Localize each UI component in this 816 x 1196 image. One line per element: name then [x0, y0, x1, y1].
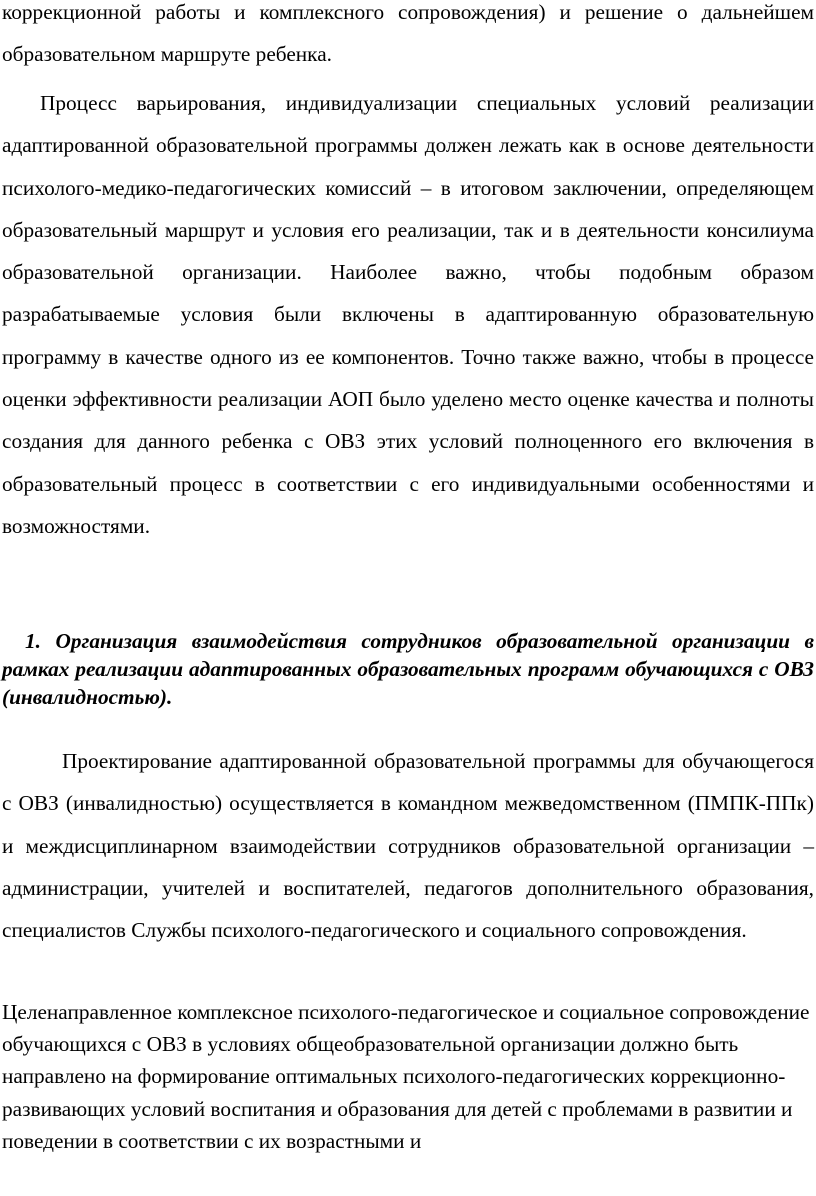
paragraph-continuation: коррекционной работы и комплексного сопровождения) и решение о дальнейшем образовательном маршруте ребенка. [2, 0, 814, 67]
paragraph-variation-process: Процесс варьирования, индивидуализации специальных условий реализации адаптированной образовательной программы должен лежать как в основе деятельности психолого-медико-педагогических комиссий – в итоговом заключении, определяющем образовательный маршрут и условия его реализации, так и в деятельности консилиума образовательной организации. Наиболее важно, чтобы подобным образом разрабатываемые условия были включены в адаптированную образовательную программу в качестве одного из ее компонентов. Точно также важно, чтобы в процессе оценки эффективности реализации АОП было уделено место оценке качества и полноты создания для данного ребенка с ОВЗ этих условий полноценного его включения в образовательный процесс в соответствии с его индивидуальными особенностями и возможностями. [2, 91, 814, 538]
section-heading: 1. Организация взаимодействия сотрудников образовательной организации в рамках реализации адаптированных образовательных программ обучающихся с ОВЗ (инвалидностью). [2, 629, 814, 709]
paragraph-design-aop: Проектирование адаптированной образовательной программы для обучающегося с ОВЗ (инвалидностью) осуществляется в командном межведомственном (ПМПК-ППк) и междисциплинарном взаимодействии сотрудников образовательной организации – администрации, учителей и воспитателей, педагогов дополнительного образования, специалистов Службы психолого-педагогического и социального сопровождения. [2, 749, 814, 943]
paragraph-support: Целенаправленное комплексное психолого-педагогическое и социальное сопровождение обучающихся с ОВЗ в условиях общеобразовательной организации должно быть направлено на формирование оптимальных психолого-педагогических коррекционно-развивающих условий воспитания и образования для детей с проблемами в развитии и поведении в соответствии с их возрастными и [2, 1000, 810, 1153]
